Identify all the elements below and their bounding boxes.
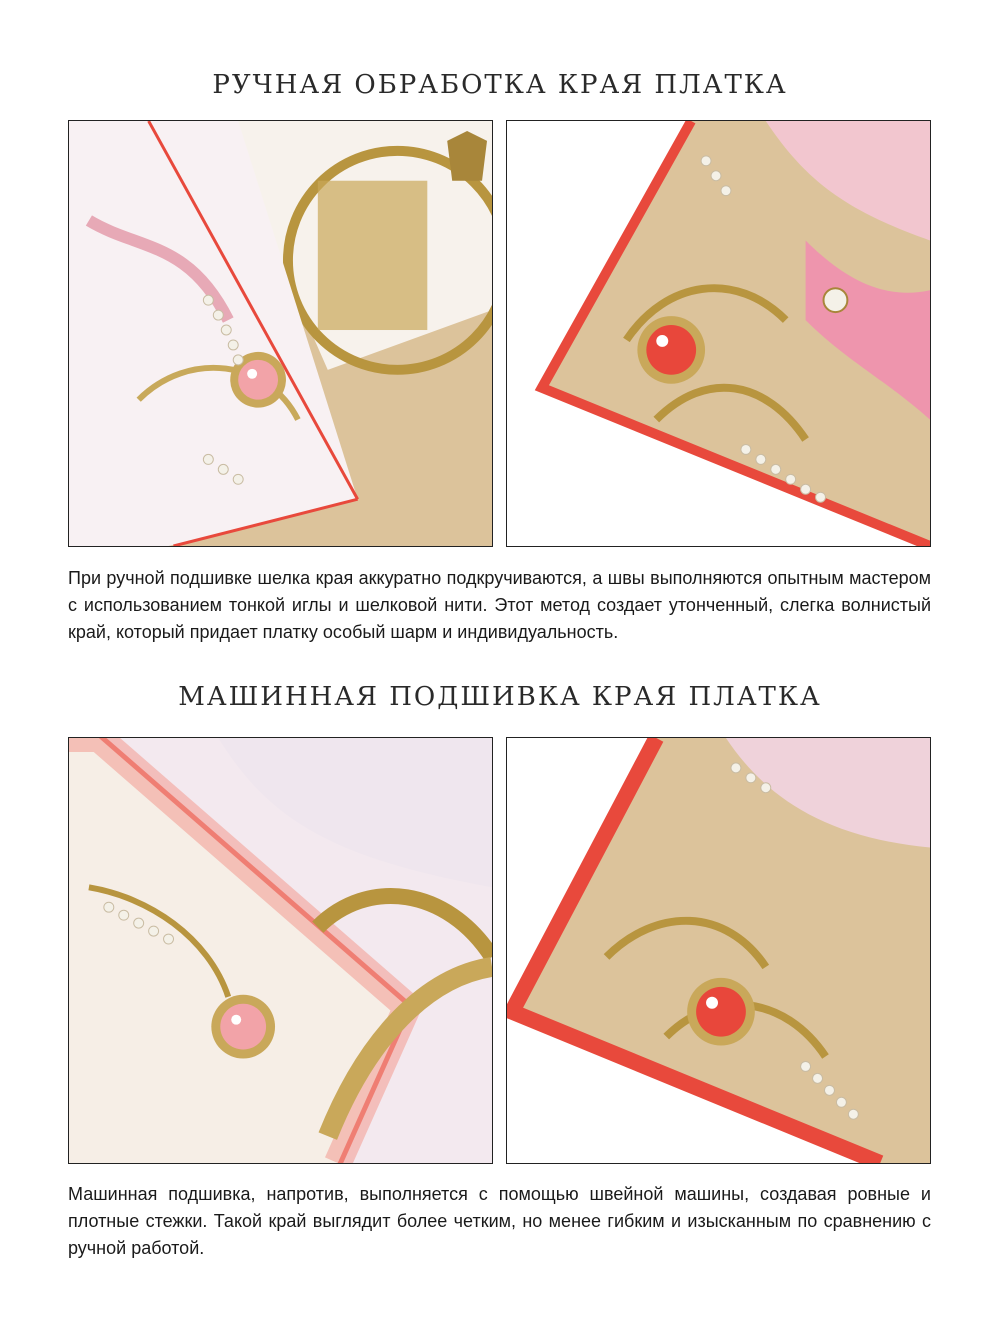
photo-machine-hem-edge-folded <box>68 737 493 1164</box>
description-hand-rolled: При ручной подшивке шелка края аккуратно подкручиваются, а швы выполняются опытным мастером с использованием тонкой иглы и шелковой нити. Этот метод создает утонченный, слегка волнистый край, который придает платку особый шарм и индивидуальность. <box>68 568 931 642</box>
photo-machine-hem-edge-corner <box>506 737 931 1164</box>
description-machine-hem: Машинная подшивка, напротив, выполняется с помощью швейной машины, создавая ровные и плотные стежки. Такой край выглядит более четким, но менее гибким и изысканным по сравнению с ручной работой. <box>68 1184 931 1258</box>
section-heading-machine-hem: МАШИННАЯ ПОДШИВКА КРАЯ ПЛАТКА <box>178 682 822 712</box>
section-heading-hand-rolled: РУЧНАЯ ОБРАБОТКА КРАЯ ПЛАТКА <box>212 70 788 100</box>
photo-hand-rolled-edge-folded <box>68 120 493 547</box>
photo-hand-rolled-edge-corner <box>506 120 931 547</box>
